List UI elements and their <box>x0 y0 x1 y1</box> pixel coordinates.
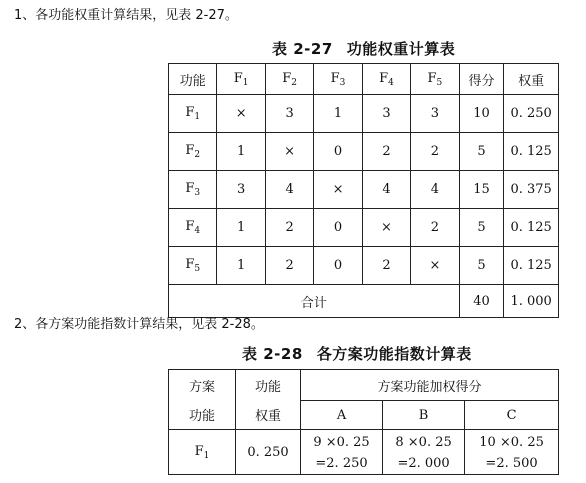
table-row <box>169 247 559 285</box>
header-scheme: 方案 <box>169 370 236 401</box>
formula-cell-a: 9 ×0. 25 =2. 250 <box>301 430 383 475</box>
table-row <box>169 171 559 209</box>
formula-cell-c: 10 ×0. 25 =2. 500 <box>465 430 559 475</box>
total-weight: 1. 000 <box>504 285 559 318</box>
table-cell: × <box>217 95 265 133</box>
table-cell: 3 <box>265 95 313 133</box>
table-cell: 3 <box>217 171 265 209</box>
table-cell: 0 <box>314 133 362 171</box>
table-cell: 2 <box>265 247 313 285</box>
table-cell: × <box>265 133 313 171</box>
table-cell: 4 <box>362 171 410 209</box>
row-label-f1: $F_1$ <box>169 95 217 133</box>
header-function: 功能 <box>236 370 301 401</box>
table-cell: 3 <box>362 95 410 133</box>
table-2-28-caption <box>242 343 472 364</box>
table-header-row <box>169 401 559 430</box>
table-cell: × <box>362 209 410 247</box>
caption-number: 表 2-27 <box>272 40 333 58</box>
intro-paragraph-1: 1、各功能权重计算结果，见表 2-27。 <box>14 8 238 23</box>
score-cell: 5 <box>459 247 504 285</box>
caption-title: 各方案功能指数计算表 <box>316 345 472 363</box>
caption-title: 功能权重计算表 <box>346 40 456 58</box>
table-row <box>169 133 559 171</box>
table-cell: 1 <box>314 95 362 133</box>
weight-cell: 0. 250 <box>504 95 559 133</box>
table-cell: 1 <box>217 209 265 247</box>
table-cell: 0 <box>314 247 362 285</box>
caption-number: 表 2-28 <box>242 345 303 363</box>
weight-cell: 0. 250 <box>236 430 301 475</box>
col-head-f3: $F_3$ <box>314 64 362 95</box>
total-score: 40 <box>459 285 504 318</box>
row-label-f4: $F_4$ <box>169 209 217 247</box>
table-cell: 1 <box>217 247 265 285</box>
header-weight: 权重 <box>236 401 301 430</box>
score-cell: 5 <box>459 133 504 171</box>
table-cell: 2 <box>265 209 313 247</box>
table-cell: 1 <box>217 133 265 171</box>
table-cell: 0 <box>314 209 362 247</box>
row-label-f1: $F_1$ <box>169 430 236 475</box>
score-cell: 10 <box>459 95 504 133</box>
table-row <box>169 95 559 133</box>
table-cell: 4 <box>411 171 459 209</box>
table-2-27-caption <box>272 38 455 59</box>
table-header-row <box>169 370 559 401</box>
row-label-f5: $F_5$ <box>169 247 217 285</box>
table-cell: × <box>314 171 362 209</box>
row-label-f3: $F_3$ <box>169 171 217 209</box>
header-function-2: 功能 <box>169 401 236 430</box>
col-head-f4: $F_4$ <box>362 64 410 95</box>
score-cell: 5 <box>459 209 504 247</box>
merged-header: 方案功能加权得分 <box>301 370 559 401</box>
weight-header: 权重 <box>504 64 559 95</box>
score-cell: 15 <box>459 171 504 209</box>
table-cell: 4 <box>265 171 313 209</box>
intro-paragraph-2: 2、各方案功能指数计算结果，见表 2-28。 <box>14 317 264 332</box>
table-cell: 2 <box>362 133 410 171</box>
sub-header-b: B <box>383 401 465 430</box>
function-index-table <box>168 369 559 475</box>
corner-header: 功能 <box>169 64 217 95</box>
table-row <box>169 209 559 247</box>
table-row <box>169 430 559 475</box>
weight-cell: 0. 125 <box>504 133 559 171</box>
weight-cell: 0. 125 <box>504 247 559 285</box>
function-weight-table <box>168 63 559 318</box>
weight-cell: 0. 125 <box>504 209 559 247</box>
score-header: 得分 <box>459 64 504 95</box>
table-cell: 2 <box>362 247 410 285</box>
weight-cell: 0. 375 <box>504 171 559 209</box>
col-head-f2: $F_2$ <box>265 64 313 95</box>
total-label: 合计 <box>169 285 460 318</box>
table-cell: 2 <box>411 209 459 247</box>
col-head-f5: $F_5$ <box>411 64 459 95</box>
table-cell: 2 <box>411 133 459 171</box>
sub-header-c: C <box>465 401 559 430</box>
col-head-f1: $F_1$ <box>217 64 265 95</box>
table-cell: × <box>411 247 459 285</box>
sub-header-a: A <box>301 401 383 430</box>
table-cell: 3 <box>411 95 459 133</box>
row-label-f2: $F_2$ <box>169 133 217 171</box>
table-header-row <box>169 64 559 95</box>
formula-cell-b: 8 ×0. 25 =2. 000 <box>383 430 465 475</box>
